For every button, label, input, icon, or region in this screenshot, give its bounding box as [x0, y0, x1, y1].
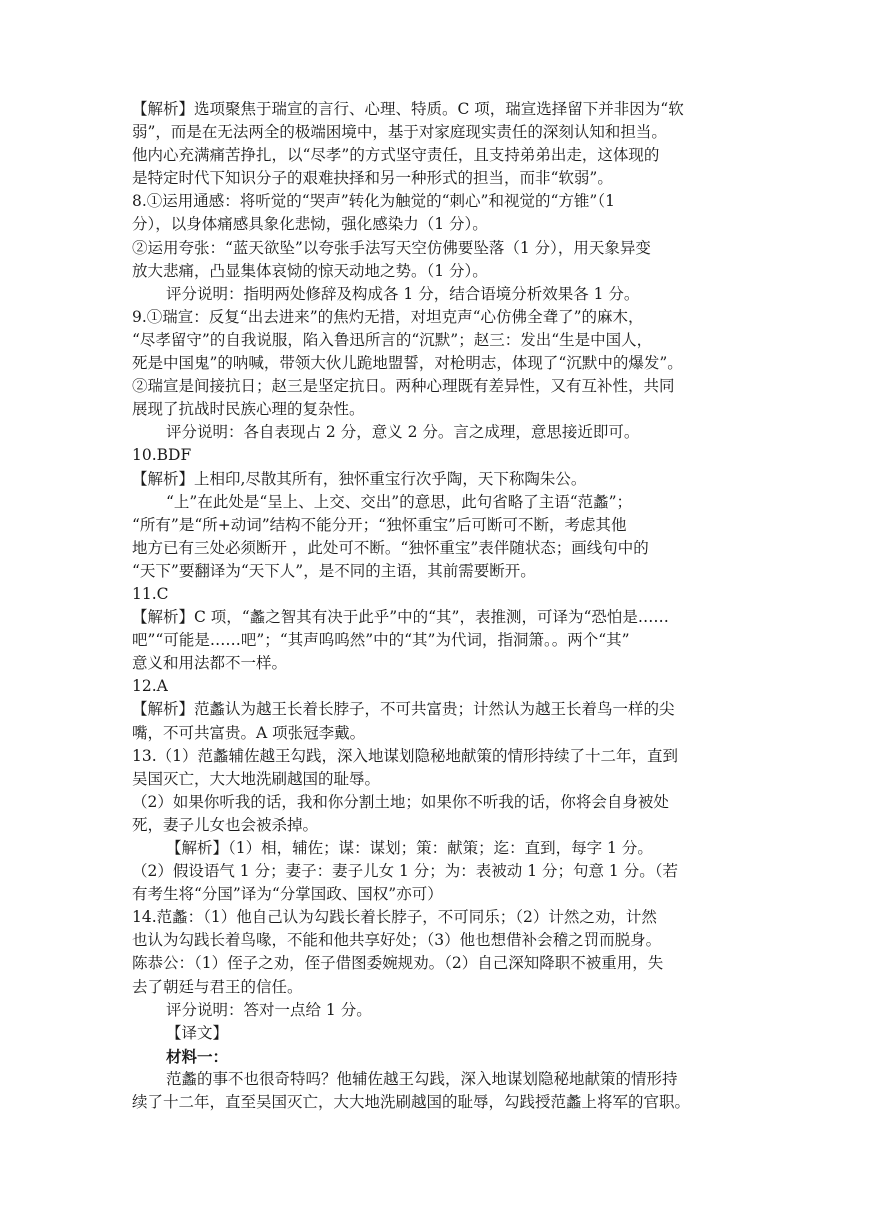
text-line: 弱”，而是在无法两全的极端困境中，基于对家庭现实责任的深刻认知和担当。 [132, 123, 667, 142]
text-line: 他内心充满痛苦挣扎，以“尽孝”的方式坚守责任，且支持弟弟出走，这体现的 [132, 146, 660, 165]
answer-11-line: 11.C [132, 584, 169, 603]
text-line: （2）假设语气 1 分；妻子：妻子儿女 1 分；为：表被动 1 分；句意 1 分。（若 [132, 862, 678, 881]
text-line: 意义和用法都不一样。 [132, 654, 288, 673]
text-line: 去了朝廷与君王的信任。 [132, 977, 303, 996]
scoring-note: 评分说明：指明两处修辞及构成各 1 分，结合语境分析效果各 1 分。 [166, 284, 640, 303]
text-line: 也认为勾践长着鸟喙，不能和他共享好处；（3）他也想借补会稽之罚而脱身。 [132, 931, 662, 950]
scoring-note: 评分说明：答对一点给 1 分。 [166, 1000, 372, 1019]
text-line: ②运用夸张：“蓝天欲坠”以夸张手法写天空仿佛要坠落（1 分），用天象异变 [132, 238, 651, 257]
text-line: 吴国灭亡，大大地洗刷越国的耻辱。 [132, 769, 381, 788]
text-line: 【解析】范蠡认为越王长着长脖子，不可共富贵；计然认为越王长着鸟一样的尖 [132, 700, 675, 719]
text-line: 【解析】C 项，“蠡之智其有决于此乎”中的“其”，表推测，可译为“恐怕是…… [132, 608, 669, 627]
text-line: 吧”“可能是……吧”；“其声呜呜然”中的“其”为代词，指洞箫。。两个“其” [132, 631, 630, 650]
text-line: 陈恭公：（1）侄子之劝，侄子借图委婉规劝。（2）自己深知降职不被重用，失 [132, 954, 664, 973]
answer-12-line: 12.A [132, 677, 168, 696]
answer-8-line: 8.①运用通感：将听觉的“哭声”转化为触觉的“刺心”和视觉的“方锥”（1 [132, 192, 615, 211]
translation-line: 续了十二年，直至吴国灭亡，大大地洗刷越国的耻辱，勾践授范蠡上将军的官职。 [132, 1093, 691, 1112]
text-line: ②瑞宣是间接抗日；赵三是坚定抗日。两种心理既有差异性，又有互补性，共同 [132, 377, 675, 396]
translation-line: 范蠡的事不也很奇特吗？他辅佐越王勾践，深入地谋划隐秘地献策的情形持 [166, 1069, 678, 1088]
text-line: （2）如果你听我的话，我和你分割土地；如果你不听我的话，你将会自身被处 [132, 792, 669, 811]
answer-9-line: 9.①瑞宣：反复“出去进来”的焦灼无措，对坦克声“心仿佛全聋了”的麻木， [132, 307, 644, 326]
text-line: 地方已有三处必须断开 ，此处可不断。“独怀重宝”表伴随状态；画线句中的 [132, 538, 649, 557]
text-line: 分），以身体痛感具象化悲恸，强化感染力（1 分）。 [132, 215, 488, 234]
translation-heading: 【译文】 [166, 1023, 229, 1042]
answer-14-line: 14.范蠡：（1）他自己认为勾践长着长脖子，不可同乐；（2）计然之劝，计然 [132, 908, 657, 927]
text-line: 展现了抗战时民族心理的复杂性。 [132, 400, 365, 419]
text-line: 放大悲痛，凸显集体哀恸的惊天动地之势。（1 分）。 [132, 261, 488, 280]
scoring-note: 评分说明：各自表现占 2 分，意义 2 分。言之成理，意思接近即可。 [166, 423, 640, 442]
answer-10-line: 10.BDF [132, 446, 192, 465]
text-line: 【解析】上相印,尽散其所有，独怀重宝行次乎陶，天下称陶朱公。 [132, 469, 587, 488]
text-line: 死，妻子儿女也会被杀掉。 [132, 815, 319, 834]
answer-13-line: 13.（1）范蠡辅佐越王勾践，深入地谋划隐秘地献策的情形持续了十二年，直到 [132, 746, 679, 765]
text-line: 【解析】选项聚焦于瑞宣的言行、心理、特质。C 项，瑞宣选择留下并非因为“软 [132, 100, 684, 118]
text-line: “尽孝留守”的自我说服，陷入鲁迅所言的“沉默”；赵三：发出“生是中国人， [132, 330, 653, 349]
answer-document [132, 98, 757, 1114]
text-line: “所有”是“所+动词”结构不能分开；“独怀重宝”后可断可不断，考虑其他 [132, 515, 627, 534]
text-line: 有考生将“分国”译为“分掌国政、国权”亦可） [132, 885, 443, 904]
text-line: 【解析】（1）相，辅佐；谋：谋划；策：献策；迄：直到，每字 1 分。 [166, 839, 653, 857]
text-line: “天下”要翻译为“天下人”，是不同的主语，其前需要断开。 [132, 561, 536, 580]
text-line: “上”在此处是“呈上、上交、交出”的意思，此句省略了主语“范蠡”； [166, 492, 633, 511]
text-line: 死是中国鬼”的呐喊，带领大伙儿跪地盟誓，对枪明志，体现了“沉默中的爆发”。 [132, 354, 683, 373]
text-line: 是特定时代下知识分子的艰难抉择和另一种形式的担当，而非“软弱”。 [132, 169, 613, 188]
material-heading: 材料一： [166, 1046, 229, 1066]
text-line: 嘴，不可共富贵。A 项张冠李戴。 [132, 723, 366, 742]
